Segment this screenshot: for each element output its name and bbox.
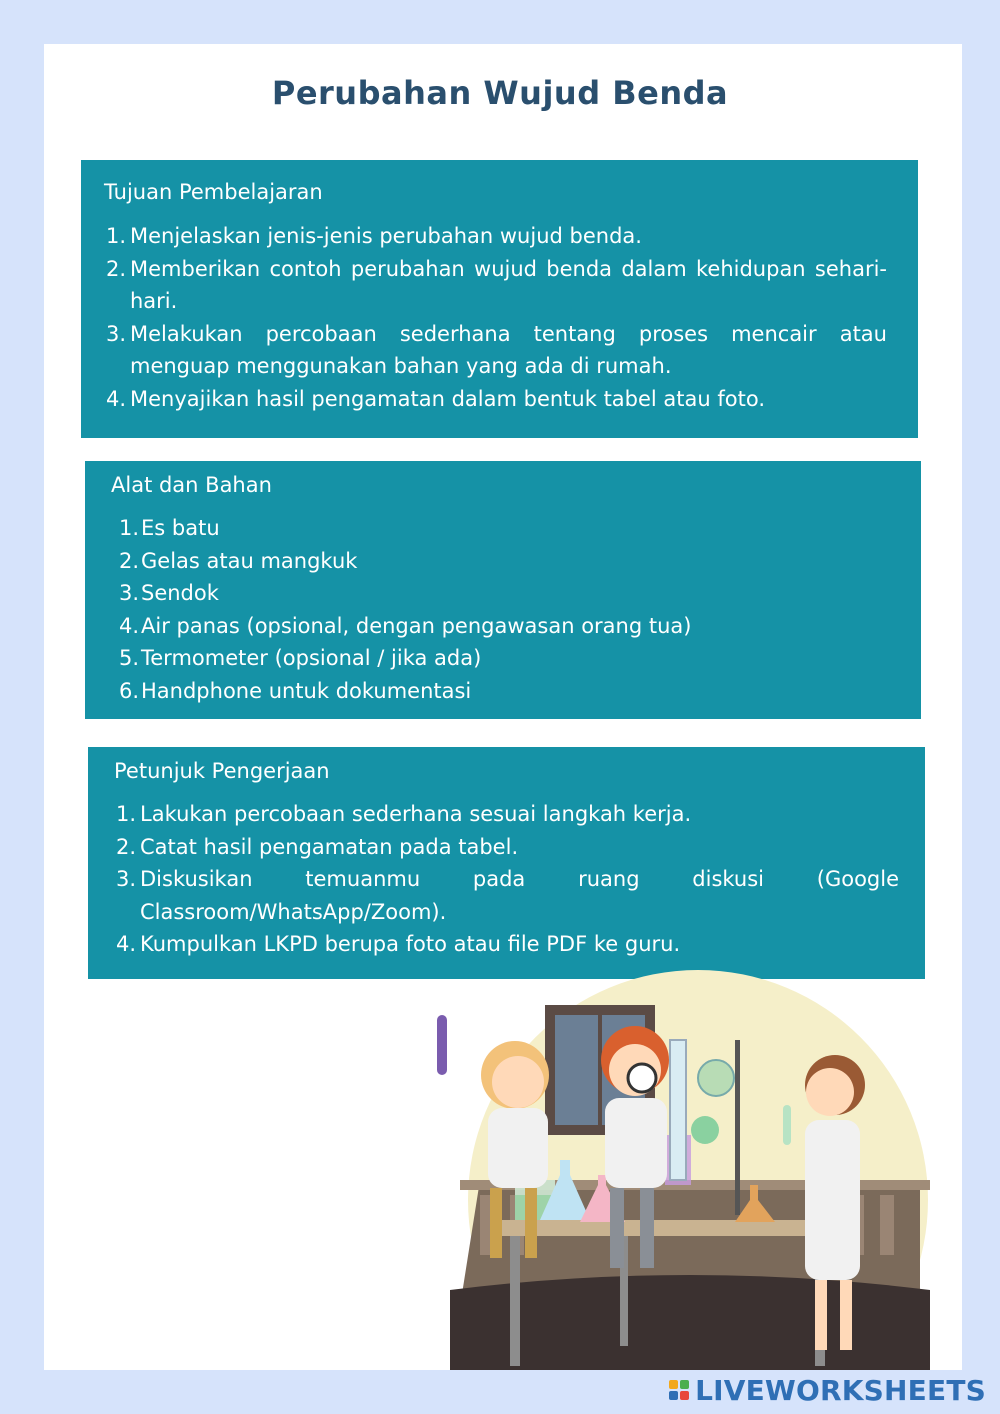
section-tools-materials <box>85 461 921 719</box>
page-title: Perubahan Wujud Benda <box>271 74 729 112</box>
list-item: 2. Gelas atau mangkuk <box>118 548 358 573</box>
section-learning-objectives <box>81 160 918 438</box>
materials-list <box>117 512 877 707</box>
brand-text: LIVEWORKSHEETS <box>695 1373 986 1407</box>
list-item: 4. Air panas (opsional, dengan pengawasan orang tua) <box>118 613 692 638</box>
list-item: 4. Menyajikan hasil pengamatan dalam bentuk tabel atau foto. <box>106 386 766 411</box>
list-item: 6. Handphone untuk dokumentasi <box>118 678 472 703</box>
list-item: 3. Diskusikan temuanmu pada ruang diskusi (Google Classroom/WhatsApp/Zoom). <box>116 867 899 924</box>
list-item: 2. Catat hasil pengamatan pada tabel. <box>116 834 519 859</box>
list-item: 3. Sendok <box>118 581 219 605</box>
liveworksheets-brand <box>669 1372 986 1408</box>
list-item: 1. Menjelaskan jenis-jenis perubahan wujud benda. <box>106 224 642 248</box>
list-item: 1. Lakukan percobaan sederhana sesuai langkah kerja. <box>116 802 692 826</box>
instructions-list <box>116 798 899 961</box>
objectives-list <box>106 220 887 415</box>
list-item: 1. Es batu <box>118 516 220 540</box>
list-item: 2. Memberikan contoh perubahan wujud benda dalam kehidupan sehari-hari. <box>106 256 887 313</box>
section-heading: Petunjuk Pengerjaan <box>114 759 330 783</box>
section-heading: Tujuan Pembelajaran <box>104 180 323 204</box>
list-item: 4. Kumpulkan LKPD berupa foto atau file PDF ke guru. <box>116 932 681 956</box>
list-item: 5. Termometer (opsional / jika ada) <box>118 646 482 670</box>
section-heading: Alat dan Bahan <box>111 473 272 497</box>
list-item: 3. Melakukan percobaan sederhana tentang proses mencair atau menguap menggunakan bahan yang ada di rumah. <box>106 321 887 378</box>
liveworksheets-logo-icon <box>669 1380 689 1400</box>
kids-science-lab-illustration <box>420 960 960 1370</box>
section-instructions <box>88 747 925 979</box>
